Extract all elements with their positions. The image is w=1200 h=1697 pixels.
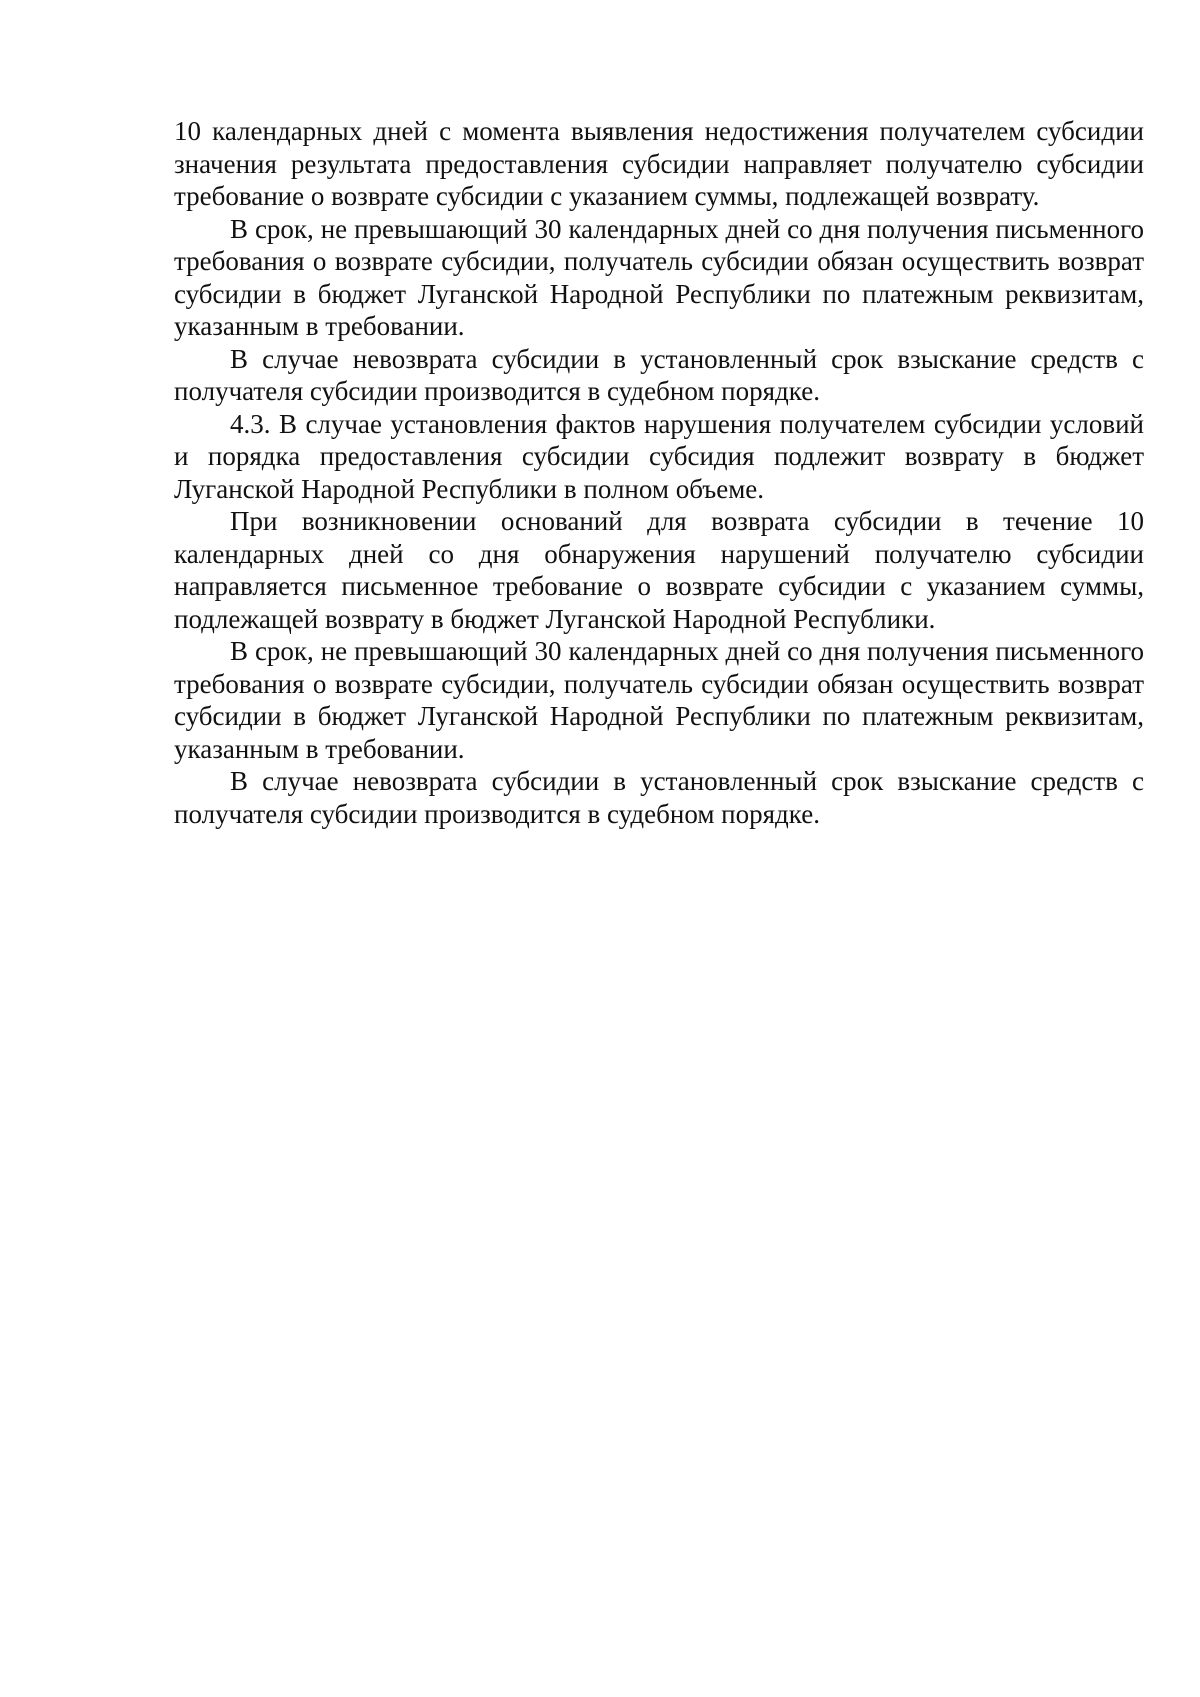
- paragraph-3: В случае невозврата субсидии в установленный срок взыскание средств с получателя субсидии производится в судебном порядке.: [174, 343, 1144, 406]
- paragraph-1: 10 календарных дней с момента выявления недостижения получателем субсидии значения результата предоставления субсидии направляет получателю субсидии требование о возврате субсидии с указанием суммы, подлежащей возврату.: [174, 116, 1144, 211]
- paragraph-4: 4.3. В случае установления фактов нарушения получателем субсидии условий и порядка предоставления субсидии субсидия подлежит возврату в бюджет Луганской Народной Республики в полном объеме.: [174, 408, 1144, 504]
- paragraph-7: В случае невозврата субсидии в установленный срок взыскание средств с получателя субсидии производится в судебном порядке.: [174, 766, 1144, 829]
- document-body: [174, 115, 1144, 830]
- paragraph-6: В срок, не превышающий 30 календарных дней со дня получения письменного требования о возврате субсидии, получатель субсидии обязан осуществить возврат субсидии в бюджет Луганской Народной Республики по платежным реквизитам, указанным в требовании.: [174, 636, 1144, 764]
- paragraph-5: При возникновении оснований для возврата субсидии в течение 10 календарных дней со дня обнаружения нарушений получателю субсидии направляется письменное требование о возврате субсидии с указанием суммы, подлежащей возврату в бюджет Луганской Народной Республики.: [174, 506, 1144, 634]
- paragraph-2: В срок, не превышающий 30 календарных дней со дня получения письменного требования о возврате субсидии, получатель субсидии обязан осуществить возврат субсидии в бюджет Луганской Народной Республики по платежным реквизитам, указанным в требовании.: [174, 213, 1144, 341]
